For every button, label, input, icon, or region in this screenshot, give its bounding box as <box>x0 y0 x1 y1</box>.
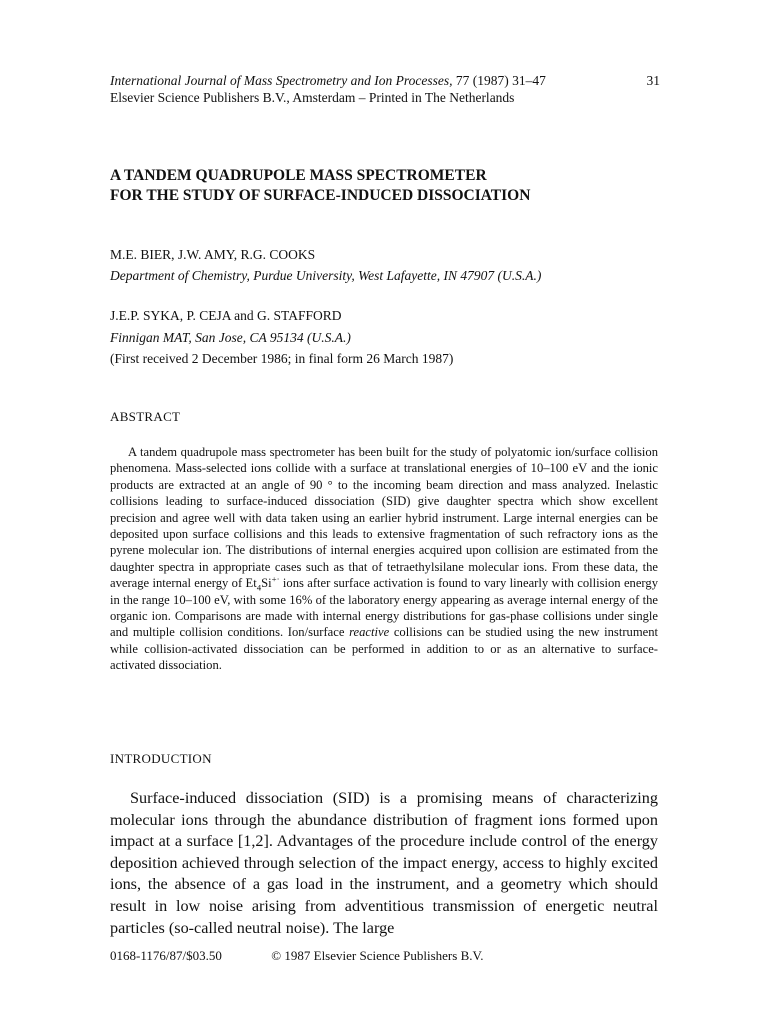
title-line-2: FOR THE STUDY OF SURFACE-INDUCED DISSOCIATION <box>110 187 531 204</box>
abstract-italic-term: reactive <box>349 625 390 640</box>
page-footer <box>110 948 483 964</box>
author-list-1: M.E. BIER, J.W. AMY, R.G. COOKS <box>110 247 316 262</box>
formula-superscript: +· <box>271 574 280 585</box>
affiliation-2: Finnigan MAT, San Jose, CA 95134 (U.S.A.) <box>110 330 351 345</box>
author-list-2: J.E.P. SYKA, P. CEJA and G. STAFFORD <box>110 308 342 323</box>
abstract-body <box>110 444 658 674</box>
affiliation-1: Department of Chemistry, Purdue University, West Lafayette, IN 47907 (U.S.A.) <box>110 268 542 283</box>
journal-reference: 77 (1987) 31–47 <box>452 73 546 88</box>
journal-citation <box>110 72 630 89</box>
formula-subscript: 4 <box>256 582 262 593</box>
article-title <box>110 166 670 206</box>
introduction-heading: INTRODUCTION <box>110 751 212 766</box>
publisher-line: Elsevier Science Publishers B.V., Amsterdam – Printed in The Netherlands <box>110 90 515 105</box>
abstract-heading: ABSTRACT <box>110 409 181 424</box>
copyright-notice: © 1987 Elsevier Science Publishers B.V. <box>271 948 484 963</box>
formula-si: Si <box>261 576 272 591</box>
title-line-1: A TANDEM QUADRUPOLE MASS SPECTROMETER <box>110 167 487 184</box>
introduction-body: Surface-induced dissociation (SID) is a promising means of characterizing molecular ions through the abundance distribution of fragment ions formed upon impact at a surface [1,2]. Advantages of the procedure include control of the energy deposition achieved through selection of the impact energy, access to highly excited ions, the absence of a gas load in the instrument, and a geometry which should result in low noise arising from adventitious transmission of energetic neutral particles (so-called neutral noise). The large <box>110 789 658 937</box>
abstract-text-part-2: ions after surface activation is found to vary linearly with collision energy in the range 10–100 eV, with some 16% of the laboratory energy appearing as average internal energy of the organic ion. Comparisons are made with internal energy distributions for gas-phase collisions under single and multiple collision conditions. Ion/surface <box>110 576 658 640</box>
abstract-text-part-1: A tandem quadrupole mass spectrometer has been built for the study of polyatomic ion/surface collision phenomena. Mass-selected ions collide with a surface at translational energies of 10–100 eV and the ionic products are extracted at an angle of 90 ° to the incoming beam direction and mass analyzed. Inelastic collisions leading to surface-induced dissociation (SID) give daughter spectra which show excellent precision and agree well with data taken using an earlier hybrid instrument. Large internal energies can be deposited upon surface collisions and this leads to extensive fragmentation of such refractory ions as the pyrene molecular ion. The distributions of internal energies acquired upon collision are estimated from the daughter spectra in appropriate cases such as that of tetraethylsilane molecular ions. From these data, the average internal energy of Et <box>110 445 658 591</box>
issn-price-code: 0168-1176/87/$03.50 <box>110 948 222 963</box>
page-number: 31 <box>646 73 660 88</box>
journal-name: International Journal of Mass Spectrometry and Ion Processes, <box>110 73 453 88</box>
abstract-text-part-3: collisions can be studied using the new instrument while collision-activated dissociation can be performed in addition to or as an alternative to surface-activated dissociation. <box>110 625 658 673</box>
received-dates: (First received 2 December 1986; in final form 26 March 1987) <box>110 351 454 366</box>
